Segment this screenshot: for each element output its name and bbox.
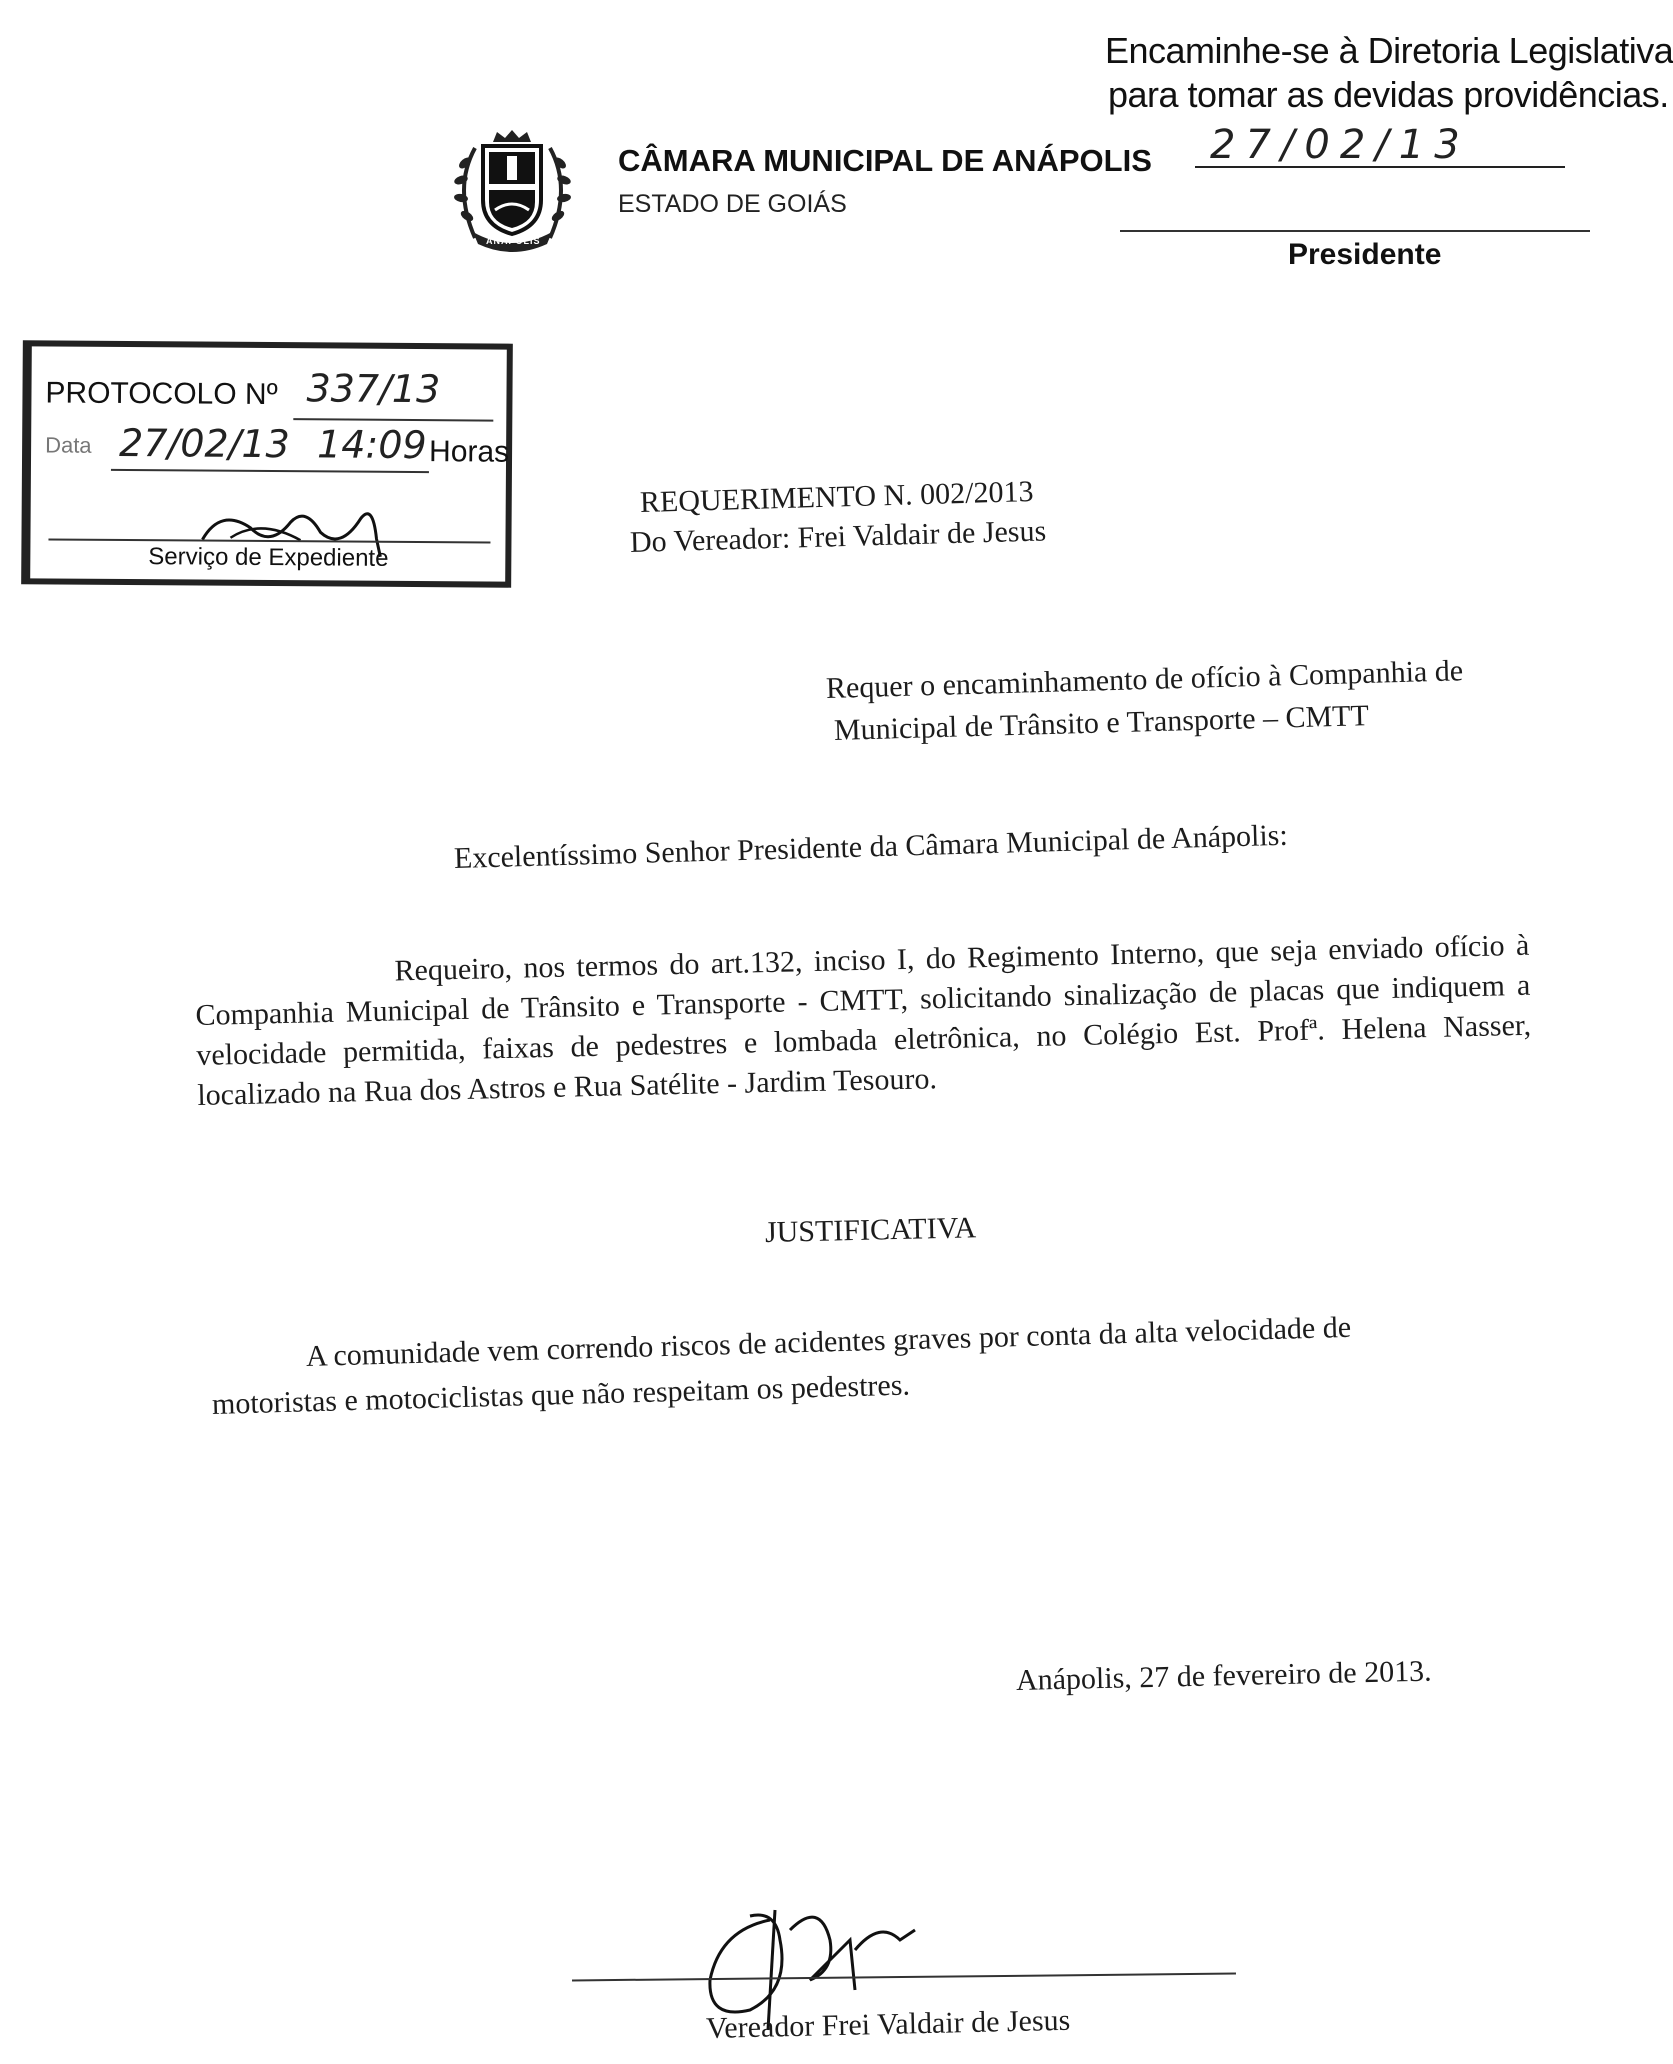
salutation: Excelentíssimo Senhor Presidente da Câmara Municipal de Anápolis: [453, 818, 1289, 875]
justification-line1: A comunidade vem correndo riscos de acidentes graves por conta da alta velocidade de [305, 1310, 1352, 1373]
justification-line2: motoristas e motociclistas que não respeitam os pedestres. [211, 1368, 911, 1421]
protocol-time-value: 14:09 [316, 422, 427, 468]
protocol-date-label: Data [45, 432, 92, 458]
signatory-name: Vereador Frei Valdair de Jesus [705, 2003, 1071, 2045]
crest-ribbon-text: ANÁPOLIS [486, 236, 541, 246]
president-signature-line [1120, 228, 1590, 232]
dispatch-note-line2: para tomar as devidas providências. [1108, 74, 1669, 115]
summary-line2: Municipal de Trânsito e Transporte – CMTT [833, 699, 1370, 747]
protocol-number: 337/13 [306, 366, 441, 412]
president-label: Presidente [1288, 238, 1442, 271]
protocol-hours-label: Horas [428, 435, 510, 469]
dispatch-note-line1: Encaminhe-se à Diretoria Legislativa [1105, 30, 1673, 71]
protocol-department: Serviço de Expediente [148, 543, 389, 572]
protocol-date-line [111, 467, 429, 473]
justification-heading: JUSTIFICATIVA [764, 1211, 977, 1249]
protocol-stamp [21, 340, 513, 587]
protocol-number-line [293, 416, 493, 421]
header-state-subtitle: ESTADO DE GOIÁS [618, 190, 847, 218]
protocol-label: PROTOCOLO Nº [45, 376, 278, 412]
protocol-date-value: 27/02/13 [118, 420, 290, 467]
document-title: REQUERIMENTO N. 002/2013 [639, 475, 1034, 519]
place-and-date: Anápolis, 27 de fevereiro de 2013. [1015, 1654, 1432, 1697]
header-institution-title: CÂMARA MUNICIPAL DE ANÁPOLIS [618, 143, 1152, 178]
document-author: Do Vereador: Frei Valdair de Jesus [629, 514, 1047, 559]
summary-line1: Requer o encaminhamento de ofício à Companhia de [825, 654, 1464, 705]
dispatch-handwritten-date: 27/02/13 [1210, 122, 1470, 168]
request-body: Requeiro, nos termos do art.132, inciso I, do Regimento Interno, que seja enviado ofício à Companhia Municipal de Trânsito e Transporte - CMTT, solicitando sinalização de placas que indiquem a velocidade permitida, faixas de pedestres e lombada eletrônica, no Colégio Est. Profª. Helena Nasser, localizado na Rua dos Astros e Rua Satélite - Jardim Tesouro. [195, 928, 1532, 1112]
